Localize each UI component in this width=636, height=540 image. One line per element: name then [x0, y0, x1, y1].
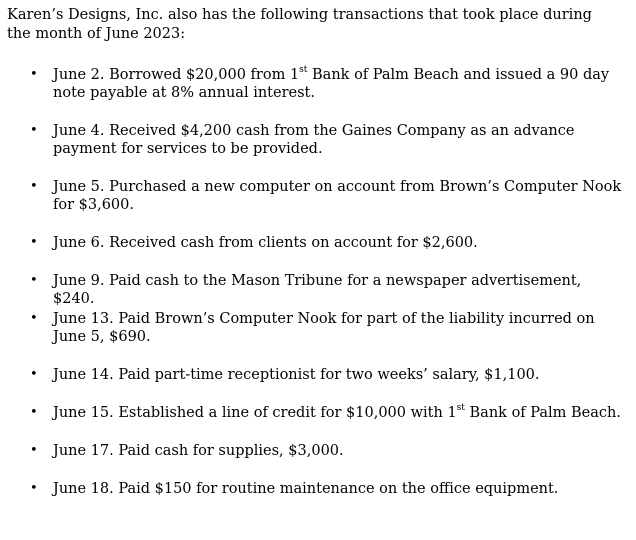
bullet-icon: •: [30, 67, 38, 82]
list-item: [0, 66, 636, 102]
bullet-icon: •: [30, 311, 38, 326]
list-item: [0, 404, 636, 422]
transaction-text: June 2. Borrowed $20,000 from 1st Bank of Palm Beach and issued a 90 day note payable at 8% annual interest.: [53, 65, 610, 101]
list-item: [0, 310, 636, 346]
list-item: [0, 178, 636, 214]
bullet-icon: •: [30, 123, 38, 138]
bullet-icon: •: [30, 273, 38, 288]
list-item: [0, 122, 636, 158]
transaction-text: June 17. Paid cash for supplies, $3,000.: [53, 443, 344, 459]
list-item: [0, 442, 636, 460]
transaction-text: June 13. Paid Brown’s Computer Nook for part of the liability incurred on June 5, $690.: [53, 311, 595, 345]
transaction-text: June 5. Purchased a new computer on account from Brown’s Computer Nook for $3,600.: [53, 179, 622, 213]
transaction-list: [0, 66, 636, 518]
bullet-icon: •: [30, 405, 38, 420]
bullet-icon: •: [30, 481, 38, 496]
transaction-text: June 18. Paid $150 for routine maintenance on the office equipment.: [53, 481, 559, 497]
transaction-text: June 14. Paid part-time receptionist for two weeks’ salary, $1,100.: [53, 367, 540, 383]
transaction-text: June 6. Received cash from clients on account for $2,600.: [53, 235, 478, 251]
transaction-text: June 15. Established a line of credit for $10,000 with 1st Bank of Palm Beach.: [53, 403, 621, 421]
list-item: [0, 366, 636, 384]
list-item: [0, 480, 636, 498]
list-item: [0, 234, 636, 252]
bullet-icon: •: [30, 367, 38, 382]
bullet-icon: •: [30, 179, 38, 194]
transaction-text: June 9. Paid cash to the Mason Tribune for a newspaper advertisement, $240.: [53, 273, 582, 307]
bullet-icon: •: [30, 235, 38, 250]
list-item: [0, 272, 636, 307]
transaction-text: June 4. Received $4,200 cash from the Gaines Company as an advance payment for services to be provided.: [53, 123, 575, 157]
bullet-icon: •: [30, 443, 38, 458]
intro-paragraph: Karen’s Designs, Inc. also has the following transactions that took place during the month of June 2023:: [7, 7, 592, 42]
